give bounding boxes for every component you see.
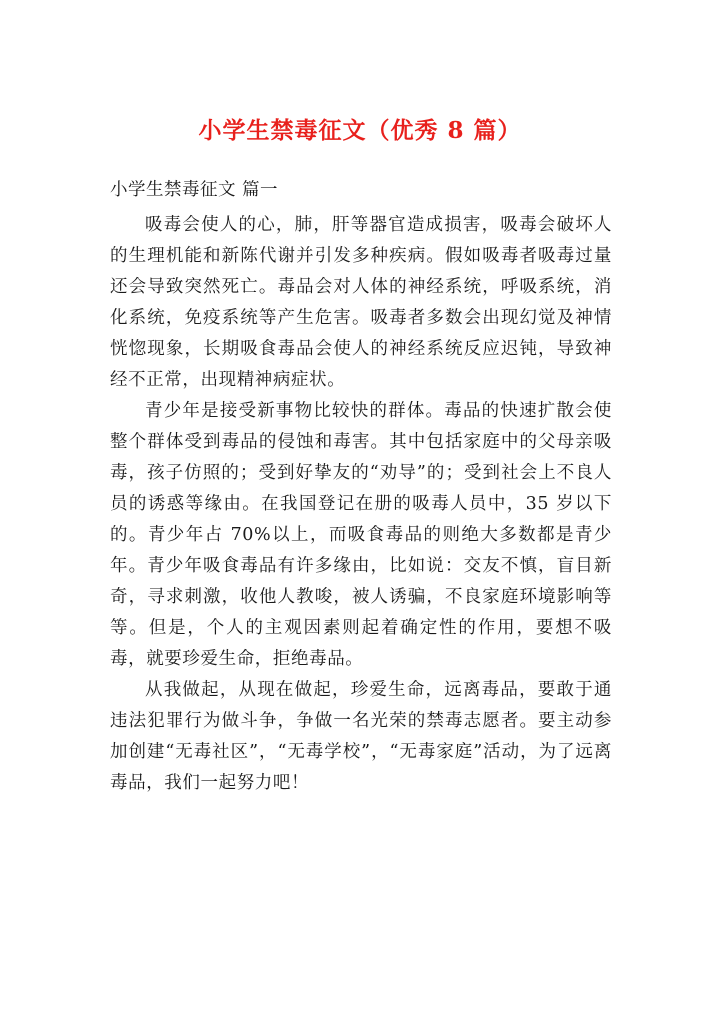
paragraph: 从我做起，从现在做起，珍爱生命，远离毒品，要敢于通违法犯罪行为做斗争，争做一名光荣的禁毒志愿者。要主动参加创建“无毒社区”，“无毒学校”，“无毒家庭”活动，为了远离毒品，我们一起努力吧！ [110,680,612,793]
section-heading: 小学生禁毒征文 篇一 [110,180,279,200]
paragraph: 吸毒会使人的心，肺，肝等器官造成损害，吸毒会破坏人的生理机能和新陈代谢并引发多种疾病。假如吸毒者吸毒过量还会导致突然死亡。毒品会对人体的神经系统，呼吸系统，消化系统，免疫系统等产生危害。吸毒者多数会出现幻觉及神情恍惚现象，长期吸食毒品会使人的神经系统反应迟钝，导致神经不正常，出现精神病症状。 [110,215,612,390]
document-body [110,210,612,799]
document-title: 小学生禁毒征文（优秀 8 篇） [198,117,522,144]
paragraph: 青少年是接受新事物比较快的群体。毒品的快速扩散会使整个群体受到毒品的侵蚀和毒害。其中包括家庭中的父母亲吸毒，孩子仿照的；受到好挚友的“劝导”的；受到社会上不良人员的诱惑等缘由。在我国登记在册的吸毒人员中，35 岁以下的。青少年占 70%以上，而吸食毒品的则绝大多数都是青少年。青少年吸食毒品有许多缘由，比如说：交友不慎，盲目新奇，寻求刺激，收他人教唆，被人诱骗，不良家庭环境影响等等。但是，个人的主观因素则起着确定性的作用，要想不吸毒，就要珍爱生命，拒绝毒品。 [110,401,612,669]
